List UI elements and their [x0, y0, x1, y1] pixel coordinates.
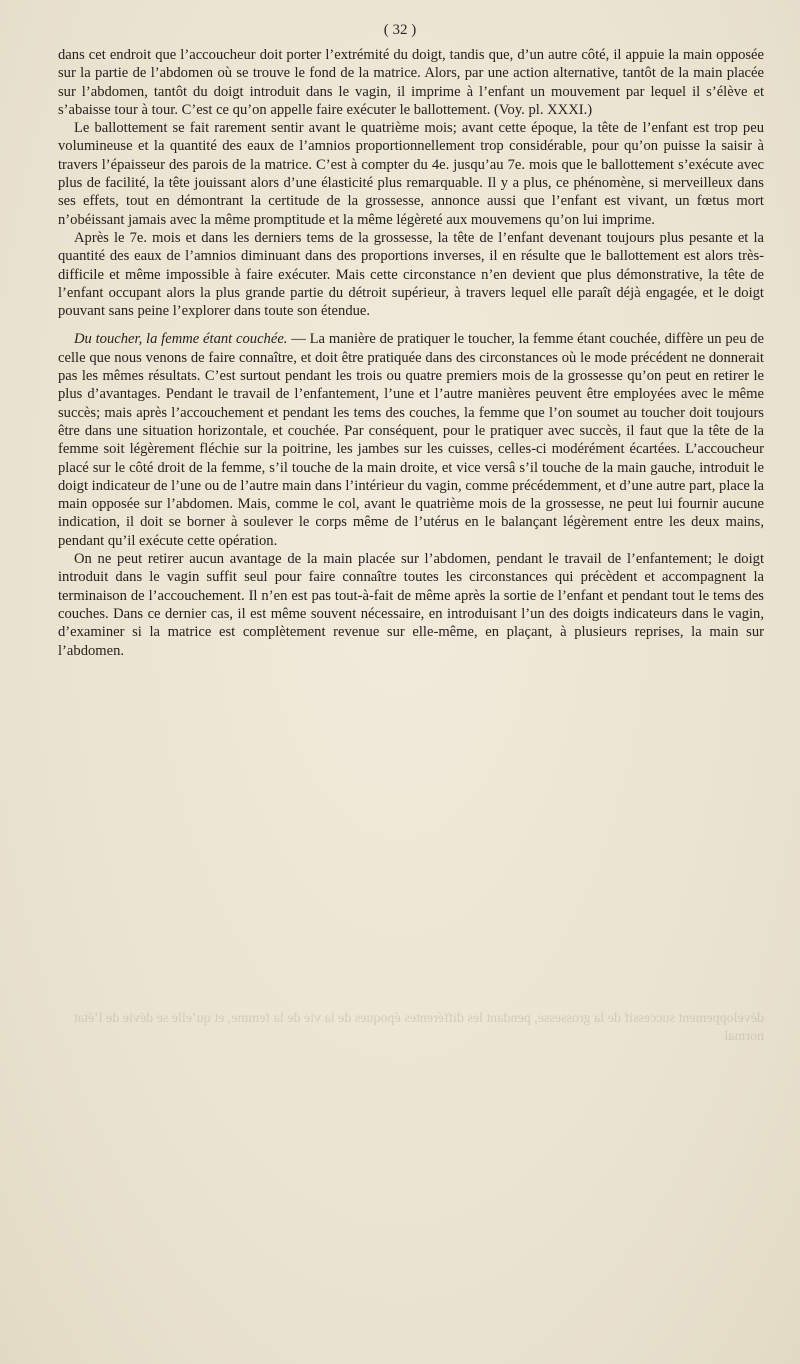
- body-text: [58, 46, 764, 660]
- paragraph-abdomen-hand: On ne peut retirer aucun avantage de la main placée sur l’abdomen, pendant le travail de l’enfantement; le doigt introduit dans le vagin suffit seul pour faire connaître toutes les circonstances qui précèdent et accompagnent la terminaison de l’accouchement. Il n’en est pas tout-à-fait de même après la sortie de l’enfant et pendant tout le tems des couches. Dans ce dernier cas, il est même souvent nécessaire, en introduisant l’un des doigts indicateurs dans le vagin, d’examiner si la matrice est complètement revenue sur elle-même, en plaçant, à plusieurs reprises, la main sur l’abdomen.: [58, 551, 764, 659]
- section-heading: Du toucher, la femme étant couchée.: [74, 331, 288, 348]
- section-text: — La manière de pratiquer le toucher, la femme étant couchée, diffère un peu de celle que nous venons de faire connaître, et doit être pratiquée dans des circonstances où le mode précédent ne donnerait pas les mêmes résultats. C’est surtout pendant les trois ou quatre premiers mois de la grossesse qu’on peut en retirer le plus d’avantages. Pendant le travail de l’enfantement, l’une et l’autre manières peuvent être employées avec le même succès; mais après l’accouchement et pendant les tems des couches, la femme que l’on soumet au toucher doit toujours être dans une situation horizontale, et couchée. Par conséquent, pour le pratiquer avec succès, il faut que la tête de la femme soit légèrement fléchie sur la poitrine, les jambes sur les cuisses, celles-ci modérément écartées. L’accoucheur placé sur le côté droit de la femme, s’il touche de la main droite, et vice versâ s’il touche de la main gauche, introduit le doigt indicateur de l’une ou de l’autre main dans l’intérieur du vagin, comme précédemment, et d’une autre part, place la main opposée sur l’abdomen. Mais, comme le col, avant le quatrième mois de la grossesse, ne peut lui fournir aucune indication, il doit se borner à soulever le corps même de l’utérus en le balançant légèrement entre les deux mains, pendant qu’il exécute cette opération.: [58, 331, 764, 549]
- page-number: ( 32 ): [383, 22, 417, 38]
- show-through-text: développement successif de la grossesse, pendant les différentes époques de la vie de la femme, et qu’elle se dévie de l’état normal: [73, 1011, 764, 1044]
- paragraph-ballottement-timing: Le ballottement se fait rarement sentir avant le quatrième mois; avant cette époque, la tête de l’enfant est trop peu volumineuse et la quantité des eaux de l’amnios proportionnellement trop considérable, pour qu’on puisse la saisir à travers l’épaisseur des parois de la matrice. C’est à compter du 4e. jusqu’au 7e. mois que le ballottement s’exécute avec plus de facilité, la tête jouissant alors d’une élasticité plus remarquable. Il y a plus, ce phénomène, si merveilleux dans ses effets, tout en démontrant la certitude de la grossesse, annonce aussi que l’enfant est vivant, un fœtus mort n’obéissant jamais avec la même promptitude et la même légèreté aux mouvemens qu’on lui imprime.: [58, 120, 764, 228]
- paragraph-lying-position: [58, 330, 764, 550]
- paragraph-ballottement-technique: dans cet endroit que l’accoucheur doit porter l’extrémité du doigt, tandis que, d’un autre côté, il appuie la main opposée sur la partie de l’abdomen où se trouve le fond de la matrice. Alors, par une action alternative, tantôt de la main placée sur l’abdomen, tantôt du doigt introduit dans le vagin, il imprime à l’enfant un mouvement par lequel il s’élève et s’abaisse tour à tour. C’est ce qu’on appelle faire exécuter le ballottement. (Voy. pl. XXXI.): [58, 47, 764, 118]
- paragraph-late-pregnancy: Après le 7e. mois et dans les derniers tems de la grossesse, la tête de l’enfant devenant toujours plus pesante et la quantité des eaux de l’amnios diminuant dans des proportions inverses, il en résulte que le ballottement est alors très-difficile et même impossible à faire exécuter. Mais cette circonstance n’en devient que plus démonstrative, la tête de l’enfant occupant alors la plus grande partie du détroit supérieur, à travers lequel elle paraît déjà engagée, et le doigt pouvant sans peine l’explorer dans toute son étendue.: [58, 229, 764, 320]
